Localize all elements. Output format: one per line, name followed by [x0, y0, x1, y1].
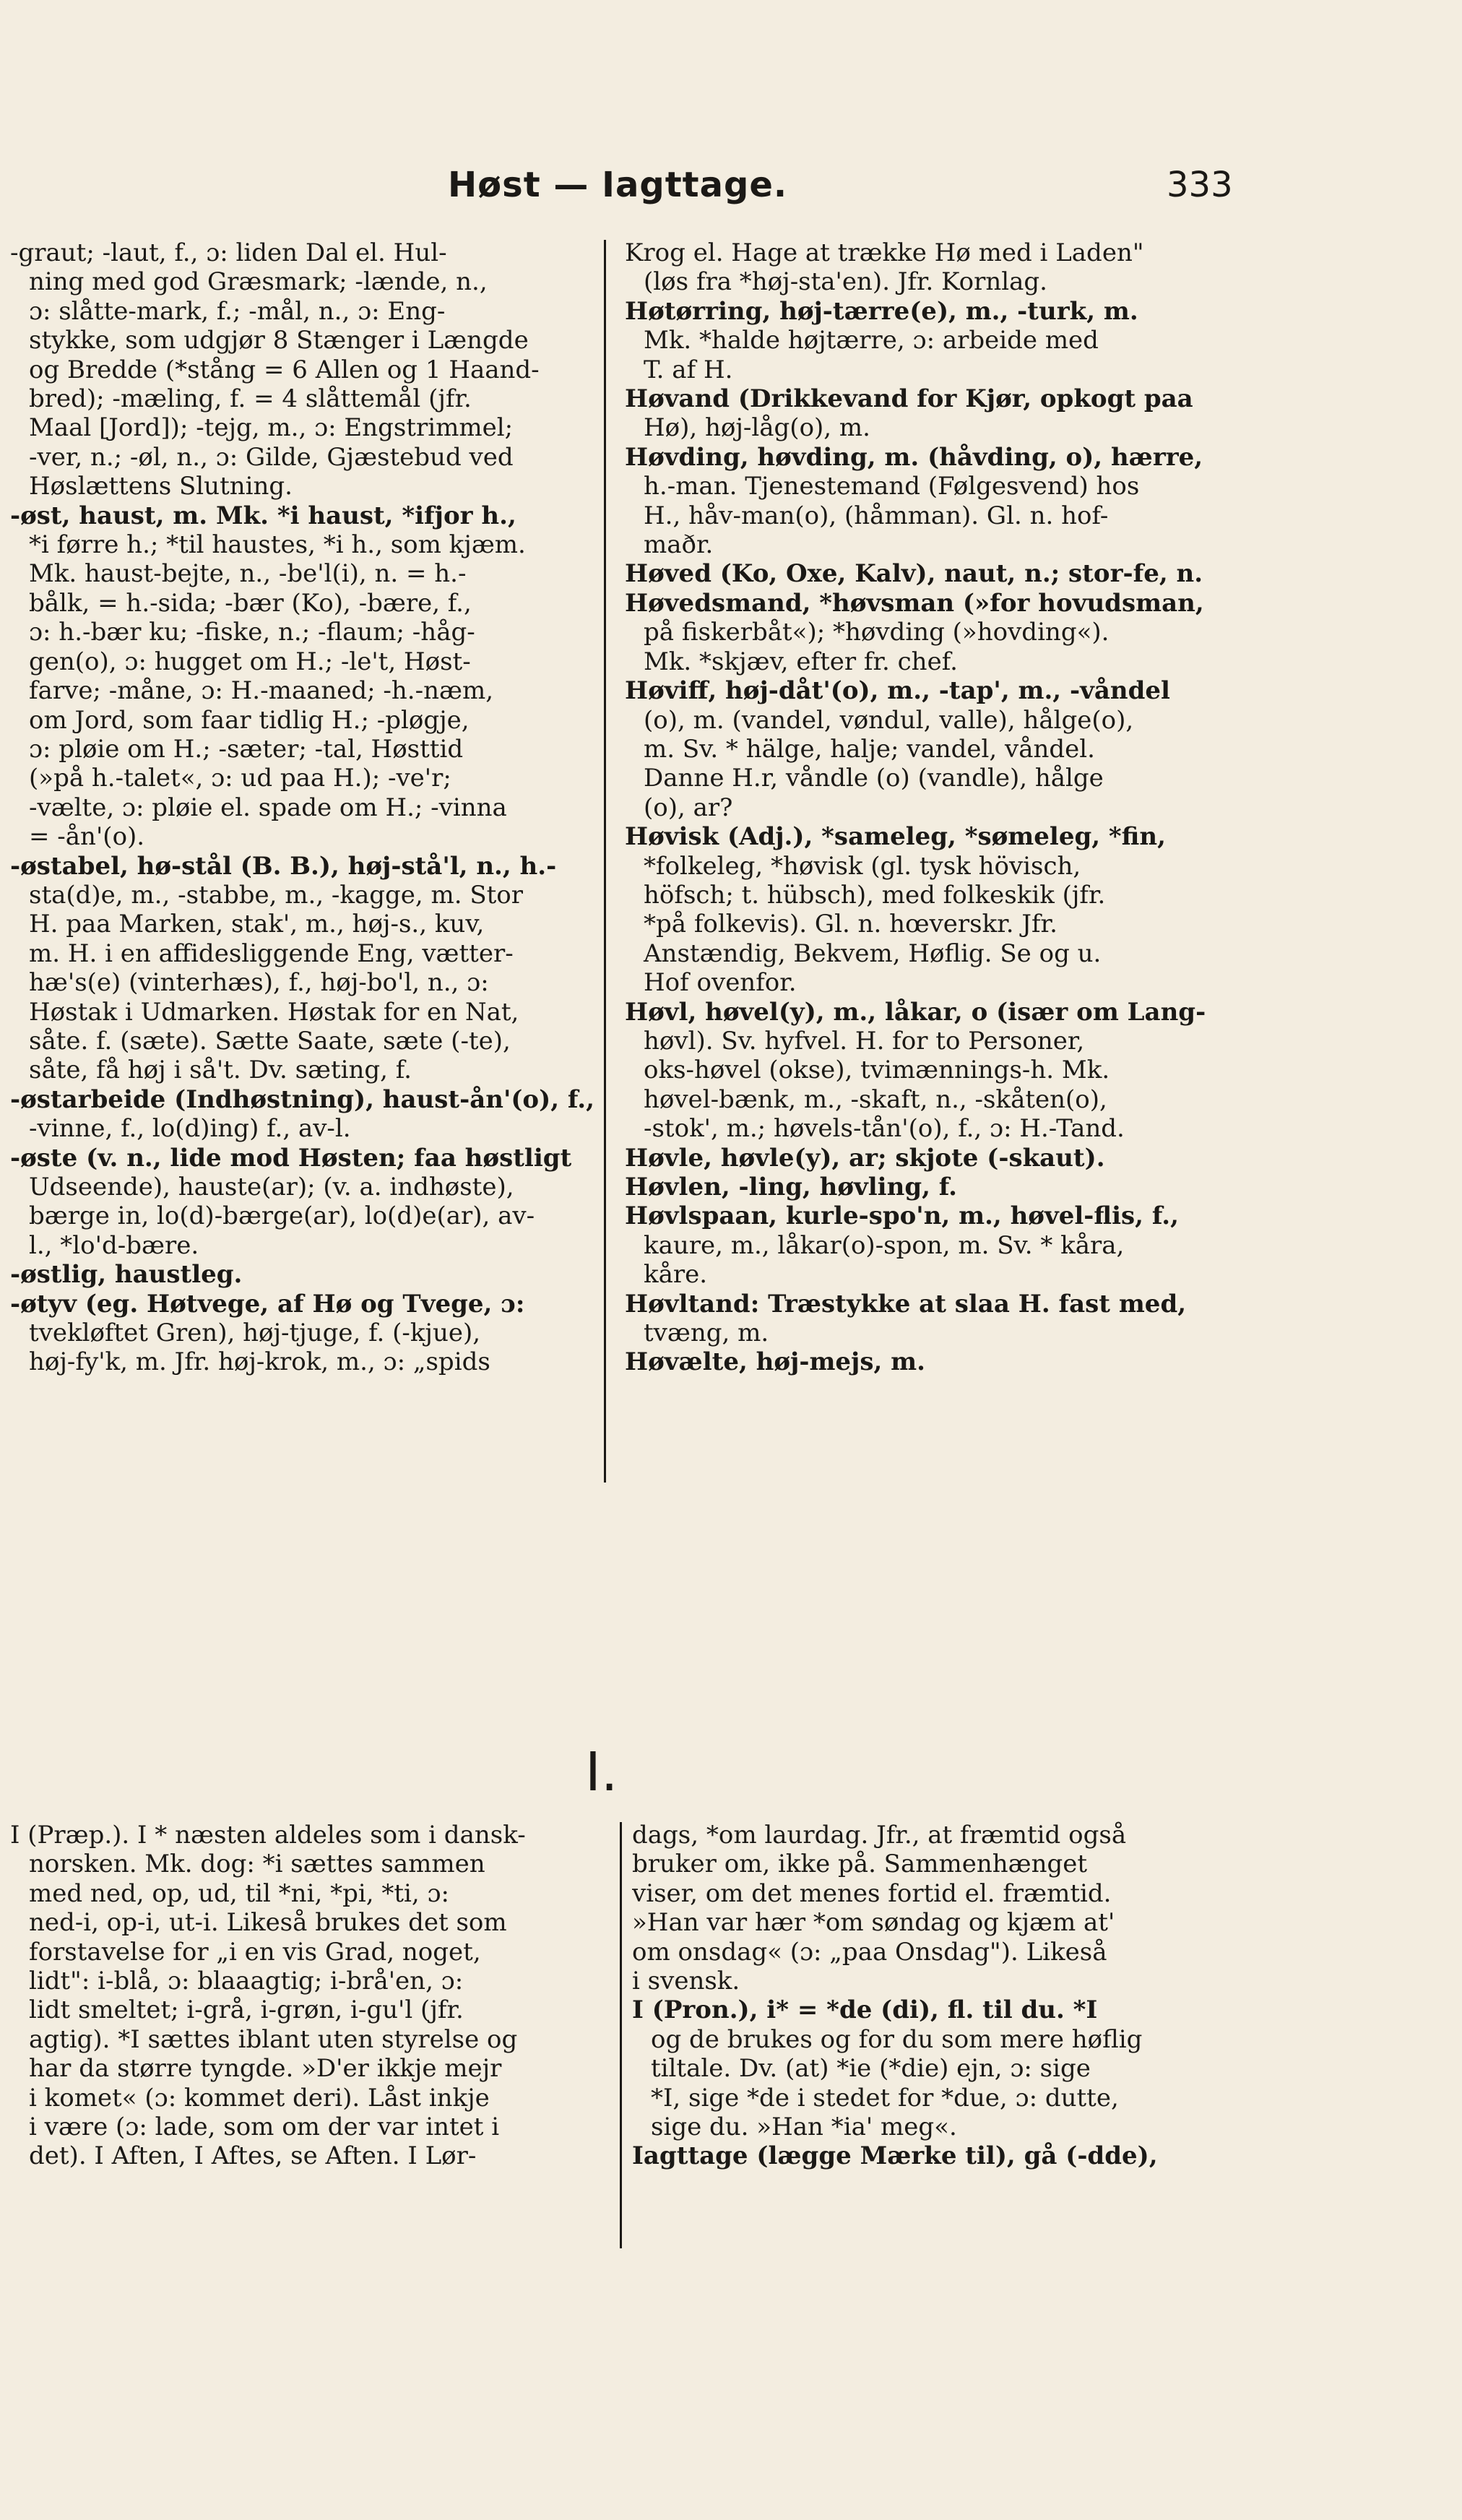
text-line: I (Pron.), i* = *de (di), fl. til du. *I	[632, 1995, 1098, 2025]
text-line: Iagttage (lægge Mærke til), gå (-dde),	[632, 2141, 1158, 2171]
text-line: høj-fy'k, m. Jfr. høj-krok, m., ɔ: „spids	[29, 1347, 490, 1377]
text-line: T. af H.	[644, 355, 733, 384]
column-divider-top	[604, 240, 606, 1483]
text-line: forstavelse for „i en vis Grad, noget,	[29, 1937, 481, 1967]
text-line: Anstændig, Bekvem, Høflig. Se og u.	[644, 938, 1102, 968]
text-line: om Jord, som faar tidlig H.; -pløgje,	[29, 705, 470, 735]
text-line: stykke, som udgjør 8 Stænger i Længde	[29, 326, 529, 355]
text-line: såte. f. (sæte). Sætte Saate, sæte (-te),	[29, 1026, 511, 1056]
text-line: Mk. *halde højtærre, ɔ: arbeide med	[644, 326, 1099, 355]
text-line: -øtyv (eg. Høtvege, af Hø og Tvege, ɔ:	[10, 1289, 525, 1319]
text-line: »Han var hær *om søndag og kjæm at'	[632, 1908, 1115, 1938]
text-line: har da større tyngde. »D'er ikkje mejr	[29, 2054, 502, 2084]
text-line: maðr.	[644, 530, 714, 560]
text-line: oks-høvel (okse), tvimænnings-h. Mk.	[644, 1056, 1110, 1085]
text-line: bruker om, ikke på. Sammenhænget	[632, 1850, 1088, 1879]
column-top-right	[625, 238, 1448, 1377]
text-line: -øst, haust, m. Mk. *i haust, *ifjor h.,	[10, 501, 516, 530]
text-line: og de brukes og for du som mere høflig	[651, 2024, 1143, 2054]
text-line: Krog el. Hage at trække Hø med i Laden"	[625, 238, 1144, 267]
text-line: I (Præp.). I * næsten aldeles som i dansk-	[10, 1821, 526, 1850]
text-line: tvæng, m.	[644, 1319, 769, 1348]
text-line: ɔ: slåtte-mark, f.; -mål, n., ɔ: Eng-	[29, 296, 446, 326]
text-line: Høvisk (Adj.), *sameleg, *sømeleg, *fin,	[625, 822, 1166, 852]
text-line: på fiskerbåt«); *høvding (»hovding«).	[644, 618, 1110, 647]
text-line: Høved (Ko, Oxe, Kalv), naut, n.; stor-fe, n.	[625, 559, 1203, 589]
text-line: Høvlspaan, kurle-spo'n, m., høvel-flis, f.,	[625, 1201, 1179, 1231]
text-line: kåre.	[644, 1260, 708, 1290]
text-line: gen(o), ɔ: hugget om H.; -le't, Høst-	[29, 647, 471, 676]
text-line: tiltale. Dv. (at) *ie (*die) ejn, ɔ: sige	[651, 2054, 1091, 2084]
text-line: dags, *om laurdag. Jfr., at fræmtid også	[632, 1821, 1127, 1850]
text-line: lidt smeltet; i-grå, i-grøn, i-gu'l (jfr.	[29, 1995, 464, 2025]
text-line: ning med god Græsmark; -lænde, n.,	[29, 267, 488, 297]
text-line: høvl). Sv. hyfvel. H. for to Personer,	[644, 1026, 1085, 1056]
text-line: Maal [Jord]); -tejg, m., ɔ: Engstrimmel;	[29, 413, 514, 443]
page-number: 333	[1167, 165, 1233, 205]
text-line: Høvedsmand, *høvsman (»for hovudsman,	[625, 588, 1204, 618]
text-line: såte, få høj i så't. Dv. sæting, f.	[29, 1056, 412, 1085]
text-line: bærge in, lo(d)-bærge(ar), lo(d)e(ar), av-	[29, 1201, 535, 1231]
text-line: ɔ: h.-bær ku; -fiske, n.; -flaum; -håg-	[29, 618, 475, 647]
text-line: farve; -måne, ɔ: H.-maaned; -h.-næm,	[29, 676, 493, 706]
text-line: *I, sige *de i stedet for *due, ɔ: dutte,	[651, 2083, 1119, 2113]
text-line: ned-i, op-i, ut-i. Likeså brukes det som	[29, 1908, 507, 1938]
page-title: Høst — Iagttage.	[448, 165, 788, 205]
text-line: m. H. i en affidesliggende Eng, vætter-	[29, 938, 514, 968]
column-divider-bottom	[620, 1822, 622, 2248]
text-line: hæ's(e) (vinterhæs), f., høj-bo'l, n., ɔ:	[29, 968, 489, 998]
text-line: lidt": i-blå, ɔ: blaaagtig; i-brå'en, ɔ:	[29, 1967, 464, 1996]
text-line: i være (ɔ: lade, som om der var intet i	[29, 2113, 500, 2142]
text-line: med ned, op, ud, til *ni, *pi, *ti, ɔ:	[29, 1878, 449, 1908]
text-line: H. paa Marken, stak', m., høj-s., kuv,	[29, 910, 485, 939]
text-line: -graut; -laut, f., ɔ: liden Dal el. Hul-	[10, 238, 447, 267]
text-line: l., *lo'd-bære.	[29, 1230, 199, 1260]
text-line: i komet« (ɔ: kommet deri). Låst inkje	[29, 2083, 490, 2113]
text-line: tvekløftet Gren), høj-tjuge, f. (-kjue),	[29, 1319, 481, 1348]
text-line: høvel-bænk, m., -skaft, n., -skåten(o),	[644, 1084, 1107, 1114]
text-line: Høvælte, høj-mejs, m.	[625, 1347, 925, 1377]
text-line: Mk. *skjæv, efter fr. chef.	[644, 647, 958, 676]
text-line: Danne H.r, våndle (o) (vandle), hålge	[644, 764, 1104, 793]
text-line: Høstak i Udmarken. Høstak for en Nat,	[29, 997, 519, 1027]
text-line: Mk. haust-bejte, n., -be'l(i), n. = h.-	[29, 559, 467, 589]
text-line: Høslættens Slutning.	[29, 472, 293, 501]
text-line: Udseende), hauste(ar); (v. a. indhøste),	[29, 1173, 514, 1201]
text-line: Hof ovenfor.	[644, 968, 797, 998]
text-line: -østarbeide (Indhøstning), haust-ån'(o), f.,	[10, 1084, 594, 1114]
text-line: H., håv-man(o), (håmman). Gl. n. hof-	[644, 501, 1109, 530]
text-line: og Bredde (*stång = 6 Allen og 1 Haand-	[29, 355, 540, 384]
text-line: -østlig, haustleg.	[10, 1260, 243, 1290]
text-line: m. Sv. * hälge, halje; vandel, våndel.	[644, 734, 1095, 764]
text-line: höfsch; t. hübsch), med folkeskik (jfr.	[644, 880, 1106, 910]
text-line: bålk, = h.-sida; -bær (Ko), -bære, f.,	[29, 588, 472, 618]
text-line: (løs fra *høj-sta'en). Jfr. Kornlag.	[644, 267, 1047, 297]
text-line: -vælte, ɔ: pløie el. spade om H.; -vinna	[29, 793, 507, 822]
text-line: i svensk.	[632, 1967, 740, 1996]
text-line: kaure, m., låkar(o)-spon, m. Sv. * kåra,	[644, 1230, 1125, 1260]
text-line: Høvle, høvle(y), ar; skjote (-skaut).	[625, 1143, 1105, 1173]
text-line: Høtørring, høj-tærre(e), m., -turk, m.	[625, 296, 1138, 326]
text-line: sta(d)e, m., -stabbe, m., -kagge, m. Stor	[29, 880, 524, 910]
section-letter: I.	[585, 1741, 618, 1803]
text-line: viser, om det menes fortid el. fræmtid.	[632, 1878, 1112, 1908]
text-line: (o), ar?	[644, 793, 733, 822]
text-line: norsken. Mk. dog: *i sættes sammen	[29, 1850, 485, 1879]
text-line: h.-man. Tjenestemand (Følgesvend) hos	[644, 472, 1140, 501]
text-line: (»på h.-talet«, ɔ: ud paa H.); -ve'r;	[29, 764, 451, 793]
text-line: det). I Aften, I Aftes, se Aften. I Lør-	[29, 2141, 477, 2171]
text-line: Høvltand: Træstykke at slaa H. fast med,	[625, 1289, 1187, 1319]
text-line: (o), m. (vandel, vøndul, valle), hålge(o),	[644, 705, 1134, 735]
text-line: Høvand (Drikkevand for Kjør, opkogt paa	[625, 384, 1193, 414]
column-bottom-right	[632, 1821, 1448, 2171]
text-line: *på folkevis). Gl. n. hœverskr. Jfr.	[644, 910, 1057, 939]
text-line: sige du. »Han *ia' meg«.	[651, 2113, 957, 2142]
text-line: bred); -mæling, f. = 4 slåttemål (jfr.	[29, 384, 472, 414]
text-line: -stok', m.; høvels-tån'(o), f., ɔ: H.-Tand.	[644, 1114, 1125, 1144]
text-line: Høvlen, -ling, høvling, f.	[625, 1173, 958, 1201]
text-line: *folkeleg, *høvisk (gl. tysk hövisch,	[644, 851, 1081, 881]
text-line: Høvl, høvel(y), m., låkar, o (især om Lang-	[625, 997, 1206, 1027]
text-line: om onsdag« (ɔ: „paa Onsdag"). Likeså	[632, 1937, 1107, 1967]
text-line: -øste (v. n., lide mod Høsten; faa høstligt	[10, 1143, 572, 1173]
text-line: agtig). *I sættes iblant uten styrelse og	[29, 2024, 518, 2054]
text-line: -østabel, hø-stål (B. B.), høj-stå'l, n., h.-	[10, 851, 557, 881]
text-line: Høvding, høvding, m. (håvding, o), hærre,	[625, 442, 1203, 472]
text-line: -ver, n.; -øl, n., ɔ: Gilde, Gjæstebud ved	[29, 442, 514, 472]
text-line: -vinne, f., lo(d)ing) f., av-l.	[29, 1114, 351, 1144]
page-header	[0, 165, 1462, 215]
text-line: ɔ: pløie om H.; -sæter; -tal, Høsttid	[29, 734, 464, 764]
text-line: Hø), høj-låg(o), m.	[644, 413, 870, 443]
text-line: Høviff, høj-dåt'(o), m., -tap', m., -våndel	[625, 676, 1170, 706]
column-bottom-left	[10, 1821, 604, 2171]
text-line: *i førre h.; *til haustes, *i h., som kjæm.	[29, 530, 526, 560]
text-line: = -ån'(o).	[29, 822, 145, 852]
column-top-left	[10, 238, 599, 1377]
